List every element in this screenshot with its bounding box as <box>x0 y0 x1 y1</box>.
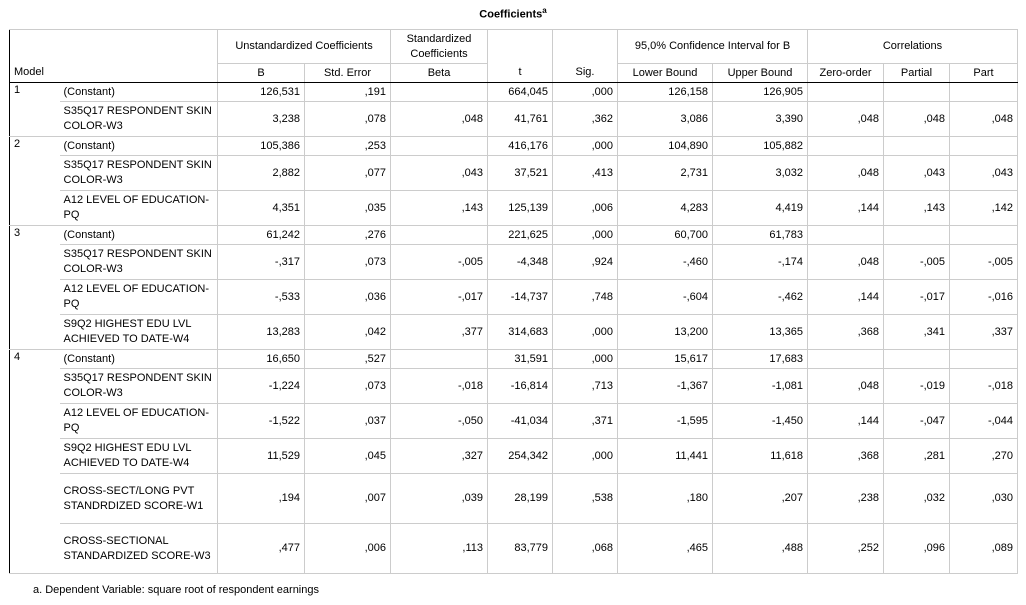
cell-lower-bound: 60,700 <box>618 226 713 245</box>
cell-partial: ,032 <box>884 474 950 524</box>
cell-std-error: ,036 <box>305 280 391 315</box>
cell-upper-bound: 17,683 <box>713 350 808 369</box>
cell-beta <box>391 226 488 245</box>
cell-part: -,044 <box>950 404 1018 439</box>
cell-lower-bound: -,604 <box>618 280 713 315</box>
cell-t: 28,199 <box>488 474 553 524</box>
cell-beta: ,327 <box>391 439 488 474</box>
row-label: (Constant) <box>60 350 218 369</box>
cell-std-error: ,073 <box>305 245 391 280</box>
cell-partial: -,047 <box>884 404 950 439</box>
cell-sig: ,068 <box>553 524 618 574</box>
cell-part: ,043 <box>950 156 1018 191</box>
cell-upper-bound: 13,365 <box>713 315 808 350</box>
cell-sig: ,362 <box>553 102 618 137</box>
cell-zero-order: ,368 <box>808 439 884 474</box>
cell-zero-order: ,048 <box>808 245 884 280</box>
row-label: S35Q17 RESPONDENT SKIN COLOR-W3 <box>60 245 218 280</box>
cell-partial: ,341 <box>884 315 950 350</box>
cell-beta: -,050 <box>391 404 488 439</box>
cell-std-error: ,078 <box>305 102 391 137</box>
cell-lower-bound: -1,367 <box>618 369 713 404</box>
footnote: a. Dependent Variable: square root of respondent earnings <box>33 584 319 596</box>
row-label: (Constant) <box>60 137 218 156</box>
cell-t: -14,737 <box>488 280 553 315</box>
cell-std-error: ,006 <box>305 524 391 574</box>
cell-sig: ,000 <box>553 226 618 245</box>
cell-part: -,018 <box>950 369 1018 404</box>
cell-upper-bound: -1,450 <box>713 404 808 439</box>
cell-lower-bound: ,180 <box>618 474 713 524</box>
cell-b: 105,386 <box>218 137 305 156</box>
cell-zero-order: ,048 <box>808 369 884 404</box>
row-label: (Constant) <box>60 226 218 245</box>
cell-zero-order: ,144 <box>808 191 884 226</box>
table-row <box>10 439 1018 474</box>
cell-beta: ,377 <box>391 315 488 350</box>
row-label: S9Q2 HIGHEST EDU LVL ACHIEVED TO DATE-W4 <box>60 315 218 350</box>
coefficients-table <box>9 29 1018 574</box>
cell-std-error: ,045 <box>305 439 391 474</box>
cell-lower-bound: 11,441 <box>618 439 713 474</box>
model-number: 4 <box>10 350 60 574</box>
header-confidence-interval: 95,0% Confidence Interval for B <box>618 30 808 64</box>
table-row <box>10 226 1018 245</box>
row-label: A12 LEVEL OF EDUCATION-PQ <box>60 404 218 439</box>
model-number: 1 <box>10 83 60 137</box>
row-label: CROSS-SECT/LONG PVT STANDRDIZED SCORE-W1 <box>60 474 218 524</box>
cell-b: ,477 <box>218 524 305 574</box>
cell-zero-order: ,048 <box>808 102 884 137</box>
header-b: B <box>218 64 305 83</box>
cell-std-error: ,527 <box>305 350 391 369</box>
cell-b: -,533 <box>218 280 305 315</box>
cell-b: -1,224 <box>218 369 305 404</box>
cell-lower-bound: -,460 <box>618 245 713 280</box>
cell-sig: ,006 <box>553 191 618 226</box>
cell-beta <box>391 83 488 102</box>
cell-t: 416,176 <box>488 137 553 156</box>
row-label: S35Q17 RESPONDENT SKIN COLOR-W3 <box>60 156 218 191</box>
cell-b: ,194 <box>218 474 305 524</box>
cell-std-error: ,037 <box>305 404 391 439</box>
cell-upper-bound: 61,783 <box>713 226 808 245</box>
cell-part <box>950 83 1018 102</box>
model-number: 3 <box>10 226 60 350</box>
cell-partial <box>884 83 950 102</box>
cell-t: 83,779 <box>488 524 553 574</box>
cell-lower-bound: 15,617 <box>618 350 713 369</box>
cell-sig: ,538 <box>553 474 618 524</box>
cell-beta: ,043 <box>391 156 488 191</box>
cell-beta: ,039 <box>391 474 488 524</box>
row-label: CROSS-SECTIONAL STANDARDIZED SCORE-W3 <box>60 524 218 574</box>
cell-b: 2,882 <box>218 156 305 191</box>
cell-upper-bound: ,488 <box>713 524 808 574</box>
cell-upper-bound: 11,618 <box>713 439 808 474</box>
cell-partial: ,048 <box>884 102 950 137</box>
cell-part: ,048 <box>950 102 1018 137</box>
cell-lower-bound: 2,731 <box>618 156 713 191</box>
cell-upper-bound: 3,032 <box>713 156 808 191</box>
header-t: t <box>488 30 553 83</box>
cell-zero-order: ,238 <box>808 474 884 524</box>
cell-partial <box>884 350 950 369</box>
cell-zero-order <box>808 350 884 369</box>
cell-t: 254,342 <box>488 439 553 474</box>
cell-t: 31,591 <box>488 350 553 369</box>
cell-std-error: ,035 <box>305 191 391 226</box>
cell-lower-bound: 126,158 <box>618 83 713 102</box>
cell-part <box>950 350 1018 369</box>
cell-lower-bound: 3,086 <box>618 102 713 137</box>
cell-b: 13,283 <box>218 315 305 350</box>
cell-partial: ,281 <box>884 439 950 474</box>
cell-beta <box>391 350 488 369</box>
header-zero-order: Zero-order <box>808 64 884 83</box>
header-upper-bound: Upper Bound <box>713 64 808 83</box>
cell-partial <box>884 226 950 245</box>
cell-zero-order: ,144 <box>808 404 884 439</box>
header-correlations: Correlations <box>808 30 1018 64</box>
table-row <box>10 474 1018 524</box>
cell-b: -1,522 <box>218 404 305 439</box>
cell-sig: ,000 <box>553 315 618 350</box>
cell-beta: -,005 <box>391 245 488 280</box>
cell-t: 41,761 <box>488 102 553 137</box>
table-row <box>10 315 1018 350</box>
cell-beta <box>391 137 488 156</box>
row-label: A12 LEVEL OF EDUCATION-PQ <box>60 191 218 226</box>
cell-beta: ,113 <box>391 524 488 574</box>
row-label: A12 LEVEL OF EDUCATION-PQ <box>60 280 218 315</box>
cell-partial: ,096 <box>884 524 950 574</box>
cell-zero-order: ,048 <box>808 156 884 191</box>
cell-part: ,089 <box>950 524 1018 574</box>
header-standardized <box>391 30 488 64</box>
header-standardized-line1: Standardized <box>406 32 472 45</box>
cell-lower-bound: 13,200 <box>618 315 713 350</box>
cell-beta: -,017 <box>391 280 488 315</box>
cell-sig: ,000 <box>553 350 618 369</box>
cell-sig: ,924 <box>553 245 618 280</box>
cell-part: ,030 <box>950 474 1018 524</box>
cell-t: 314,683 <box>488 315 553 350</box>
cell-part: -,005 <box>950 245 1018 280</box>
cell-b: 126,531 <box>218 83 305 102</box>
cell-std-error: ,253 <box>305 137 391 156</box>
cell-partial: -,019 <box>884 369 950 404</box>
header-unstandardized: Unstandardized Coefficients <box>218 30 391 64</box>
header-standardized-line2: Coefficients <box>410 47 468 60</box>
cell-b: 11,529 <box>218 439 305 474</box>
cell-upper-bound: 105,882 <box>713 137 808 156</box>
cell-upper-bound: 4,419 <box>713 191 808 226</box>
table-title <box>0 6 1026 21</box>
cell-std-error: ,007 <box>305 474 391 524</box>
cell-partial: -,017 <box>884 280 950 315</box>
cell-part <box>950 137 1018 156</box>
table-row <box>10 156 1018 191</box>
cell-sig: ,713 <box>553 369 618 404</box>
cell-partial <box>884 137 950 156</box>
cell-sig: ,748 <box>553 280 618 315</box>
cell-lower-bound: 4,283 <box>618 191 713 226</box>
cell-lower-bound: -1,595 <box>618 404 713 439</box>
cell-std-error: ,276 <box>305 226 391 245</box>
cell-zero-order <box>808 83 884 102</box>
cell-std-error: ,077 <box>305 156 391 191</box>
table-row <box>10 369 1018 404</box>
cell-upper-bound: 3,390 <box>713 102 808 137</box>
header-lower-bound: Lower Bound <box>618 64 713 83</box>
cell-upper-bound: -,174 <box>713 245 808 280</box>
cell-b: -,317 <box>218 245 305 280</box>
cell-partial: ,043 <box>884 156 950 191</box>
row-label: S35Q17 RESPONDENT SKIN COLOR-W3 <box>60 369 218 404</box>
cell-upper-bound: -1,081 <box>713 369 808 404</box>
table-row <box>10 191 1018 226</box>
cell-zero-order <box>808 226 884 245</box>
cell-t: 37,521 <box>488 156 553 191</box>
cell-b: 61,242 <box>218 226 305 245</box>
cell-beta: ,048 <box>391 102 488 137</box>
table-row <box>10 404 1018 439</box>
cell-b: 3,238 <box>218 102 305 137</box>
cell-sig: ,000 <box>553 83 618 102</box>
header-sig: Sig. <box>553 30 618 83</box>
table-body <box>10 83 1018 574</box>
header-model: Model <box>10 30 218 83</box>
cell-part: ,337 <box>950 315 1018 350</box>
row-label: (Constant) <box>60 83 218 102</box>
cell-partial: ,143 <box>884 191 950 226</box>
table-row <box>10 102 1018 137</box>
cell-zero-order <box>808 137 884 156</box>
cell-upper-bound: 126,905 <box>713 83 808 102</box>
cell-sig: ,000 <box>553 439 618 474</box>
cell-sig: ,371 <box>553 404 618 439</box>
cell-b: 16,650 <box>218 350 305 369</box>
cell-beta: -,018 <box>391 369 488 404</box>
row-label: S35Q17 RESPONDENT SKIN COLOR-W3 <box>60 102 218 137</box>
cell-partial: -,005 <box>884 245 950 280</box>
cell-b: 4,351 <box>218 191 305 226</box>
cell-zero-order: ,144 <box>808 280 884 315</box>
cell-zero-order: ,252 <box>808 524 884 574</box>
cell-part: -,016 <box>950 280 1018 315</box>
table-row <box>10 137 1018 156</box>
table-row <box>10 350 1018 369</box>
row-label: S9Q2 HIGHEST EDU LVL ACHIEVED TO DATE-W4 <box>60 439 218 474</box>
title-footnote-marker: a <box>542 6 547 15</box>
cell-t: -4,348 <box>488 245 553 280</box>
table-title-text: Coefficients <box>479 8 543 21</box>
cell-sig: ,413 <box>553 156 618 191</box>
cell-beta: ,143 <box>391 191 488 226</box>
table-row <box>10 83 1018 102</box>
cell-part: ,270 <box>950 439 1018 474</box>
header-row-1 <box>10 30 1018 64</box>
cell-t: 664,045 <box>488 83 553 102</box>
cell-upper-bound: -,462 <box>713 280 808 315</box>
cell-t: 125,139 <box>488 191 553 226</box>
cell-part <box>950 226 1018 245</box>
cell-lower-bound: ,465 <box>618 524 713 574</box>
cell-sig: ,000 <box>553 137 618 156</box>
model-number: 2 <box>10 137 60 226</box>
header-beta: Beta <box>391 64 488 83</box>
header-partial: Partial <box>884 64 950 83</box>
cell-upper-bound: ,207 <box>713 474 808 524</box>
table-row <box>10 524 1018 574</box>
cell-lower-bound: 104,890 <box>618 137 713 156</box>
cell-std-error: ,191 <box>305 83 391 102</box>
cell-t: 221,625 <box>488 226 553 245</box>
cell-t: -16,814 <box>488 369 553 404</box>
cell-std-error: ,042 <box>305 315 391 350</box>
cell-zero-order: ,368 <box>808 315 884 350</box>
header-part: Part <box>950 64 1018 83</box>
cell-std-error: ,073 <box>305 369 391 404</box>
header-std-error: Std. Error <box>305 64 391 83</box>
cell-part: ,142 <box>950 191 1018 226</box>
table-row <box>10 280 1018 315</box>
cell-t: -41,034 <box>488 404 553 439</box>
table-row <box>10 245 1018 280</box>
